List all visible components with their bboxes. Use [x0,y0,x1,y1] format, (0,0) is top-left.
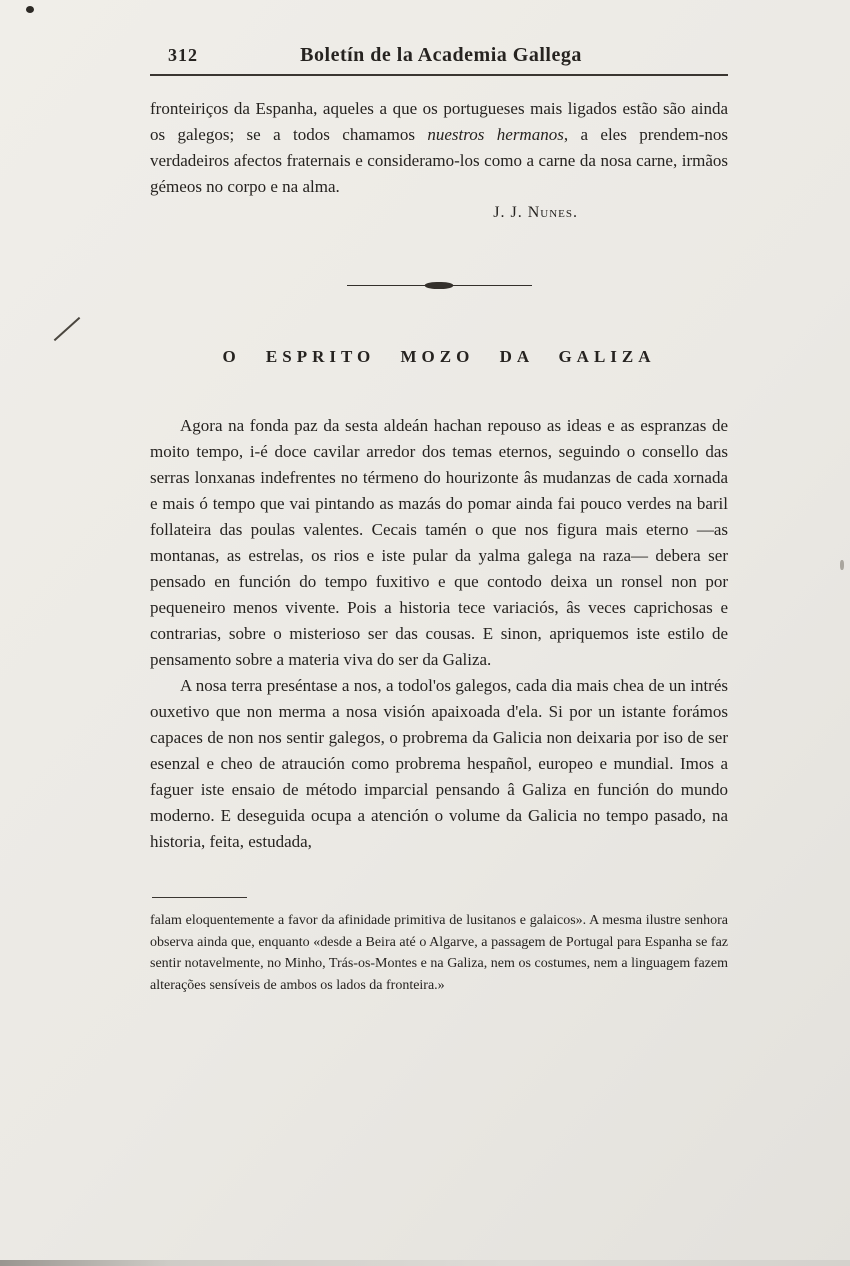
divider-line [450,285,532,286]
footnote-text: falam eloquentemente a favor da afinidade primitiva de lusitanos e galaicos». A mesma ilustre senhora observa ainda que, enquanto «desde a Beira até o Algarve, a passagem de Portugal para Espanha se faz sentir notavelmente, no Minho, Trás-os-Montes e na Galiza, nem os costumes, nem a linguagem fazem alterações sensíveis de ambos os lados da fronteira.» [150,913,728,993]
stray-pen-mark [54,317,81,341]
article-paragraph: Agora na fonda paz da sesta aldeán hachan repouso as ideas e as espranzas de moito tempo, i-é doce cavilar arredor dos temas eternos, seguindo o consello das serras lonxanas indefrentes no térmeno do hourizonte âs mudanzas de cada xornada e mais ó tempo que vai pintando as mazás do pomar ainda fai pouco verdes na baril follateira das poulas valentes. Cecais tamén o que nos figura mais eterno —as montanas, as estrelas, os rios e iste pular da yalma galega na raza— debera ser pensado en función do tempo fuxitivo e que contodo deixa un ronsel non por pequeneiro menos vivente. Pois a historia tece variaciós, âs veces caprichosas e contrarias, sobre o misterioso ser das cousas. E sinon, apriquemos iste estilo de pensamento sobre a materia viva do ser da Galiza. [150,416,728,669]
divider-diamond-icon [425,282,454,289]
header-rule [150,74,728,76]
author-signature [150,204,578,222]
author-name: J. J. Nunes. [493,204,578,221]
text-column [150,44,728,996]
article-title: O ESPRITO MOZO DA GALIZA [222,347,656,366]
section-divider [347,282,532,289]
intro-text-part1: fronteiriços da Espanha, aqueles a que os portugueses mais ligados estão são ainda os galegos; se a todos chamamos [150,99,728,144]
intro-text-part2: , a eles prendem-nos verdadeiros afectos fraternais e consideramo-los como a carne da nosa carne, irmãos gémeos no corpo e na alma. [150,125,728,196]
intro-paragraph [150,96,728,200]
journal-title: Boletín de la Academia Gallega [300,44,582,66]
running-header [150,44,728,67]
scan-edge-shadow [0,1260,850,1266]
scan-speck-icon [26,6,34,13]
page-number: 312 [168,45,198,65]
intro-italic-phrase: nuestros hermanos [427,125,564,144]
footnote-rule [152,897,247,898]
scan-speck-icon [840,560,844,570]
article-paragraph: A nosa terra preséntase a nos, a todol'os galegos, cada dia mais chea de un intrés ouxetivo que non merma a nosa visión apaixoada d'ela. Si por un istante forámos capaces de non nos sentir galegos, o probrema da Galicia non deixaria por iso de ser esenzal e cheo de atraución como probrema hespañol, europeo e mundial. Imos a faguer iste ensaio de método imparcial pensando â Galiza en función do mundo moderno. E deseguida ocupa a atención o volume da Galicia no tempo pasado, na historia, feita, estudada, [150,676,728,851]
divider-line [347,285,429,286]
